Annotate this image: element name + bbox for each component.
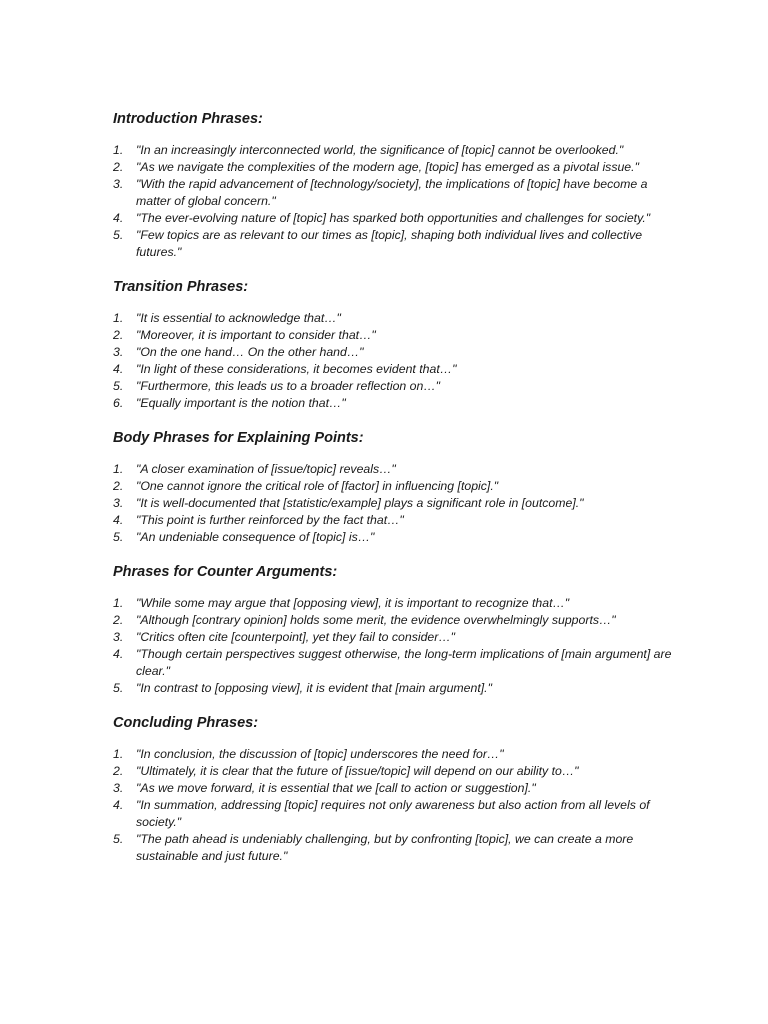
list-item	[113, 478, 673, 495]
list-item-text: "In an increasingly interconnected world, the significance of [topic] cannot be overlooked."	[136, 143, 624, 157]
list-item	[113, 680, 673, 697]
phrase-list	[113, 595, 673, 697]
list-item-number: 5.	[113, 681, 124, 695]
list-item-text: "Though certain perspectives suggest otherwise, the long-term implications of [main argument] are clear."	[136, 647, 672, 678]
list-item	[113, 227, 673, 261]
phrase-list	[113, 746, 673, 865]
list-item-number: 1.	[113, 311, 124, 325]
list-item-text: "It is essential to acknowledge that…"	[136, 311, 341, 325]
list-item-text: "In conclusion, the discussion of [topic] underscores the need for…"	[136, 747, 504, 761]
list-item-number: 4.	[113, 647, 124, 661]
list-item-number: 2.	[113, 328, 124, 342]
section-heading: Body Phrases for Explaining Points:	[113, 430, 364, 446]
list-item-number: 3.	[113, 496, 124, 510]
list-item	[113, 780, 673, 797]
list-item-text: "The ever-evolving nature of [topic] has sparked both opportunities and challenges for society."	[136, 211, 651, 225]
list-item	[113, 395, 673, 412]
list-item-text: "It is well-documented that [statistic/example] plays a significant role in [outcome]."	[136, 496, 584, 510]
phrase-section	[113, 108, 673, 261]
list-item	[113, 361, 673, 378]
list-item-number: 4.	[113, 798, 124, 812]
section-heading: Phrases for Counter Arguments:	[113, 564, 338, 580]
list-item	[113, 176, 673, 210]
phrase-section	[113, 427, 673, 546]
list-item	[113, 210, 673, 227]
list-item	[113, 461, 673, 478]
list-item	[113, 327, 673, 344]
list-item	[113, 612, 673, 629]
list-item-text: "With the rapid advancement of [technology/society], the implications of [topic] have become a matter of global concern."	[136, 177, 648, 208]
list-item-text: "Furthermore, this leads us to a broader reflection on…"	[136, 379, 440, 393]
list-item-number: 1.	[113, 747, 124, 761]
list-item-text: "Although [contrary opinion] holds some merit, the evidence overwhelmingly supports…"	[136, 613, 616, 627]
list-item	[113, 310, 673, 327]
list-item-number: 5.	[113, 832, 124, 846]
list-item-text: "Moreover, it is important to consider that…"	[136, 328, 376, 342]
list-item-number: 3.	[113, 781, 124, 795]
list-item	[113, 797, 673, 831]
list-item-text: "Critics often cite [counterpoint], yet they fail to consider…"	[136, 630, 456, 644]
list-item-number: 3.	[113, 345, 124, 359]
list-item	[113, 629, 673, 646]
list-item-text: "Few topics are as relevant to our times as [topic], shaping both individual lives and collective futures."	[136, 228, 643, 259]
list-item-text: "Equally important is the notion that…"	[136, 396, 346, 410]
document-body	[113, 108, 673, 865]
list-item	[113, 344, 673, 361]
list-item-text: "As we navigate the complexities of the modern age, [topic] has emerged as a pivotal issue."	[136, 160, 639, 174]
list-item-text: "This point is further reinforced by the fact that…"	[136, 513, 404, 527]
list-item-text: "In light of these considerations, it becomes evident that…"	[136, 362, 457, 376]
list-item-number: 2.	[113, 160, 124, 174]
phrase-list	[113, 142, 673, 261]
list-item-number: 2.	[113, 479, 124, 493]
list-item	[113, 595, 673, 612]
list-item-text: "An undeniable consequence of [topic] is…"	[136, 530, 375, 544]
list-item-text: "Ultimately, it is clear that the future of [issue/topic] will depend on our ability to…"	[136, 764, 579, 778]
list-item	[113, 142, 673, 159]
list-item-number: 4.	[113, 211, 124, 225]
list-item-number: 5.	[113, 379, 124, 393]
list-item	[113, 831, 673, 865]
phrase-list	[113, 461, 673, 546]
list-item	[113, 378, 673, 395]
list-item-number: 3.	[113, 177, 124, 191]
phrase-section	[113, 276, 673, 412]
list-item-number: 5.	[113, 530, 124, 544]
section-heading: Introduction Phrases:	[113, 111, 263, 127]
list-item-number: 2.	[113, 764, 124, 778]
list-item-text: "In summation, addressing [topic] requires not only awareness but also action from all levels of society."	[136, 798, 650, 829]
list-item-number: 2.	[113, 613, 124, 627]
list-item	[113, 746, 673, 763]
list-item-text: "The path ahead is undeniably challenging, but by confronting [topic], we can create a more sustainable and just future."	[136, 832, 634, 863]
list-item-number: 6.	[113, 396, 124, 410]
list-item-text: "A closer examination of [issue/topic] reveals…"	[136, 462, 396, 476]
list-item-number: 1.	[113, 596, 124, 610]
list-item	[113, 512, 673, 529]
list-item-number: 4.	[113, 513, 124, 527]
list-item-number: 1.	[113, 462, 124, 476]
list-item	[113, 529, 673, 546]
list-item	[113, 646, 673, 680]
section-heading: Concluding Phrases:	[113, 715, 259, 731]
list-item-number: 1.	[113, 143, 124, 157]
list-item-text: "One cannot ignore the critical role of [factor] in influencing [topic]."	[136, 479, 499, 493]
list-item-number: 3.	[113, 630, 124, 644]
list-item-number: 4.	[113, 362, 124, 376]
list-item-text: "In contrast to [opposing view], it is evident that [main argument]."	[136, 681, 492, 695]
list-item-number: 5.	[113, 228, 124, 242]
phrase-list	[113, 310, 673, 412]
phrase-section	[113, 561, 673, 697]
list-item-text: "While some may argue that [opposing view], it is important to recognize that…"	[136, 596, 570, 610]
list-item-text: "On the one hand… On the other hand…"	[136, 345, 364, 359]
list-item	[113, 159, 673, 176]
phrase-section	[113, 712, 673, 865]
list-item	[113, 763, 673, 780]
list-item-text: "As we move forward, it is essential that we [call to action or suggestion]."	[136, 781, 536, 795]
list-item	[113, 495, 673, 512]
section-heading: Transition Phrases:	[113, 279, 249, 295]
